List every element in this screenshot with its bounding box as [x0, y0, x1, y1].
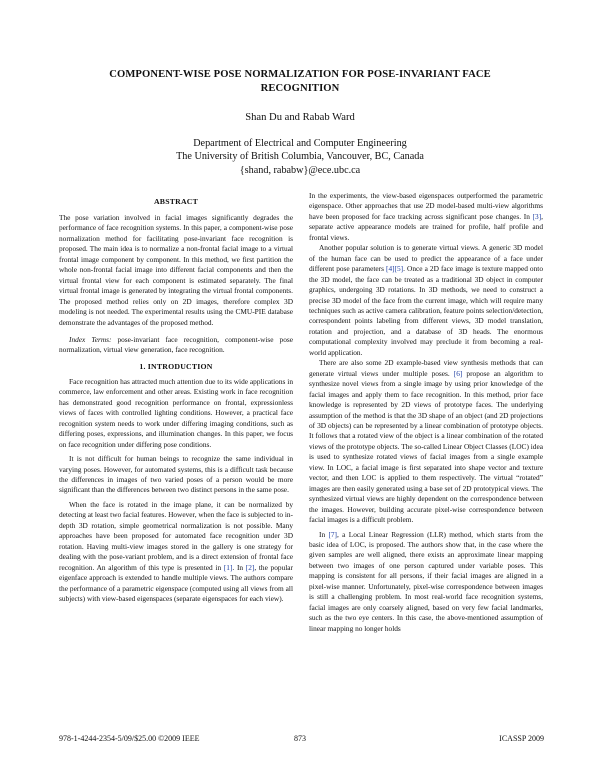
citation-link-2[interactable]: [2] — [245, 562, 255, 572]
intro-paragraph-1: Face recognition has attracted much attention due to its wide applications in commerce, law enforcement and other areas. Existing work in face recognition has demonstrated good recognition performance on frontal, expressionless views of faces with controlled lighting conditions. However, a practical face recognition system needs to work under differing imaging conditions, such as differing poses, expressions, and illumination changes. In this paper, we focus on face recognition under differing pose conditions. — [59, 376, 293, 449]
index-terms-label: Index Terms: — [69, 334, 112, 344]
affiliation-department: Department of Electrical and Computer Engineering — [193, 138, 407, 149]
right-p4-text-a: In — [319, 529, 329, 539]
citation-link-4-5[interactable]: [4][5] — [386, 264, 404, 274]
title-line-2: RECOGNITION — [260, 83, 340, 94]
footer-conference: ICASSP 2009 — [499, 734, 544, 743]
citation-link-3[interactable]: [3] — [532, 211, 542, 221]
affiliation-email: {shand, rababw}@ece.ubc.ca — [239, 164, 361, 176]
introduction-heading: 1. INTRODUCTION — [139, 361, 213, 371]
footer-isbn: 978-1-4244-2354-5/09/$25.00 ©2009 IEEE — [59, 734, 200, 743]
citation-link-1[interactable]: [1] — [223, 562, 233, 572]
left-column — [59, 192, 293, 604]
right-paragraph-4 — [309, 530, 543, 635]
intro-p3-text-b: . In — [232, 562, 246, 572]
intro-p3-text-a: When the face is rotated in the image plane, it can be normalized by detecting at least two facial features. However, when the face is subjected to in-depth 3D rotation, simple geometrical normalization is not possible. Many approaches have been proposed for automated face recognition under 3D rotation. Having multi-view images stored in the gallery is one strategy for dealing with the pose-variant problem, and is a direct extension of frontal face recognition. An algorithm of this type is presented in — [59, 499, 293, 572]
intro-paragraph-3 — [59, 500, 293, 605]
right-column — [309, 191, 543, 634]
paper-title — [60, 68, 540, 96]
right-p3-text-b: propose an algorithm to synthesize novel views from a single image by using prior knowledge of the facial images and apply them to face recognition. In this method, prior face knowledge is represented by 2D views of prototype faces. The underlying assumption of the method is that the 3D shape of an object (and 2D projections of 3D objects) can be represented by a linear combination of prototype objects. It follows that a rotated view of the object is a linear combination of the rotated views of the prototype objects. The so-called Linear Object Classes (LOC) idea is used to synthesize rotated views of facial images from a single example view. In LOC, a facial image is first separated into shape vector and texture vector, and then LOC is applied to them respectively. The virtual “rotated” images are then easily generated using a base set of 2D prototypical views. The synthesized virtual views are highly dependent on the correspondence between the images. However, building accurate pixel-wise correspondence between facial images is a difficult problem. — [309, 368, 543, 525]
right-p2-text-a: Another popular solution is to generate virtual views. A generic 3D model of the human face can be used to predict the appearance of a face under different pose parameters — [309, 243, 543, 274]
index-terms-text: pose-invariant face recognition, component-wise pose normalization, virtual view generation, face recognition. — [59, 334, 293, 355]
abstract-heading: ABSTRACT — [153, 197, 199, 206]
footer-page-number: 873 — [294, 734, 306, 743]
intro-p3-text-c: , the popular eigenface approach is extended to handle multiple views. The authors compare the performance of a parametric eigenspace (computed using all views from all subjects) with view-based eigenspaces (separate eigenspaces for each view). — [59, 562, 293, 603]
citation-link-7[interactable]: [7] — [328, 529, 338, 539]
right-p2-text-b: . Once a 2D face image is texture mapped onto the 3D model, the face can be treated as a traditional 3D object in computer graphics, undergoing 3D rotations. In 3D methods, we need to construct a precise 3D model of the face from the current image, which will require many techniques such as active camera calibration, feature points selection/detection, correspondent points labeling from different views, 3D model translation, rotation and projection, and a database of 3D heads. The enormous computational complexity involved may preclude it from becoming a real-world application. — [309, 264, 543, 357]
affiliation-university: The University of British Columbia, Vancouver, BC, Canada — [176, 151, 424, 163]
title-line-1: COMPONENT-WISE POSE NORMALIZATION FOR POSE-INVARIANT FACE — [109, 69, 491, 80]
authors: Shan Du and Rabab Ward — [245, 112, 355, 123]
right-p4-text-b: , a Local Linear Regression (LLR) method, which starts from the basic idea of LOC, is proposed. The authors show that, in the case where the given samples are well aligned, there exists an approximate linear mapping between two images of one person captured under variable poses. This mapping is consistent for all persons, if their facial images are aligned in a pixel-wise manner. Unfortunately, pixel-wise correspondence between images is still a challenging problem. In most real-world face recognition systems, facial images are only coarsely aligned, based on very few facial landmarks, such as the two eye centers. In this case, the above-mentioned assumption of linear mapping no longer holds — [309, 529, 543, 633]
right-p1-text-b: , separate active appearance models are trained for profile, half profile and frontal views. — [309, 211, 543, 242]
citation-link-6[interactable]: [6] — [453, 368, 463, 378]
right-paragraph-3 — [309, 358, 543, 525]
right-p1-text-a: In the experiments, the view-based eigenspaces outperformed the parametric eigenspace. Other approaches that use 2D model-based multi-view algorithms have been proposed for face tracking across significant pose changes. In — [309, 191, 543, 221]
index-terms — [59, 335, 293, 356]
right-paragraph-1 — [309, 191, 543, 243]
intro-paragraph-2: It is not difficult for human beings to recognize the same individual in varying poses. However, for automated systems, this is a difficult task because the differences in images of two varied poses of a person would be more significant than the differences between two distinct persons in the same pose. — [59, 454, 293, 495]
affiliation — [60, 137, 540, 177]
right-p3-text-a: There are also some 2D example-based view synthesis methods that can generate virtual views under multiple poses. — [309, 358, 543, 378]
right-paragraph-2 — [309, 243, 543, 358]
abstract-text: The pose variation involved in facial images significantly degrades the performance of face recognition systems. In this paper, a component-wise pose normalization method for facilitating pose-invariant face recognition is proposed. The main idea is to normalize a non-frontal facial image to a virtual frontal image component by component. In this method, we first partition the whole non-frontal facial image into different facial components and then the virtual frontal view for each component is estimated separately. The final virtual frontal image is generated by integrating the virtual frontal components. The proposed method relies only on 2D images, therefore complex 3D modeling is not needed. The experimental results using the CMU-PIE database demonstrate the advantages of the proposed method. — [59, 213, 293, 327]
